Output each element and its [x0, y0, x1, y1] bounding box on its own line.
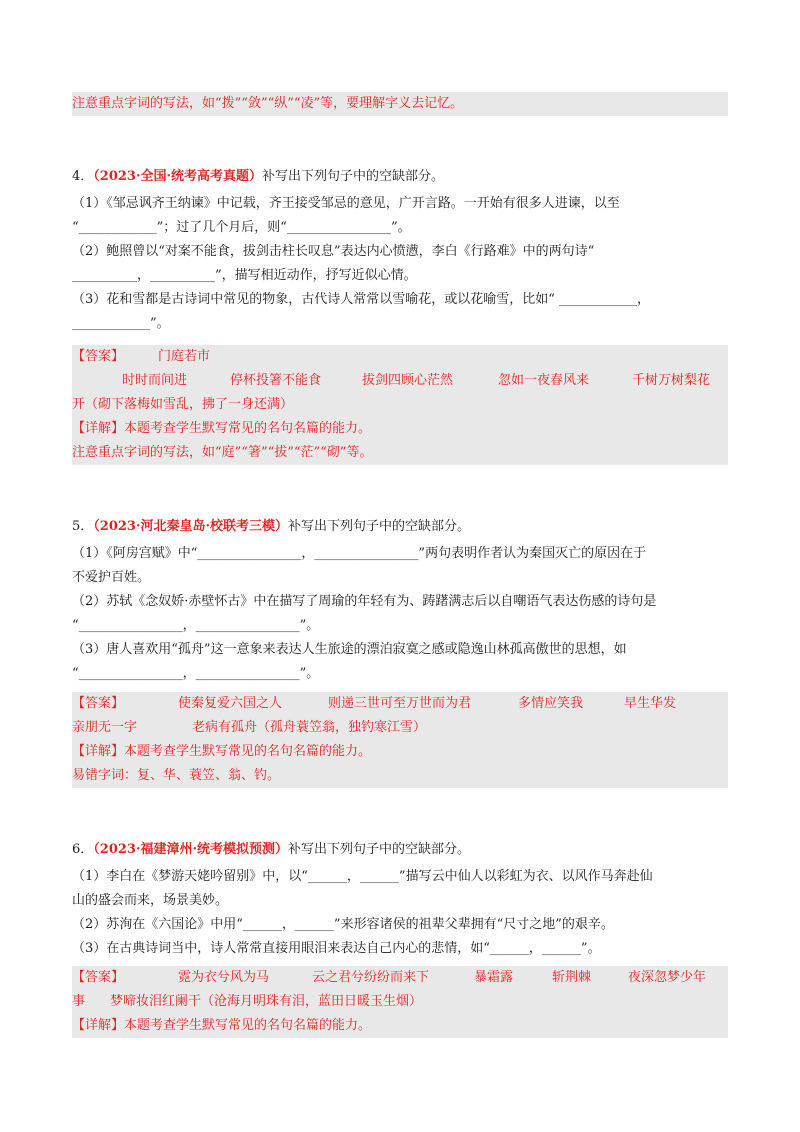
- answer-item: 云之君兮纷纷而来下: [312, 970, 430, 985]
- answer-note: 易错字词：复、华、蓑笠、翁、钓。: [72, 768, 281, 783]
- answer-detail: 【详解】本题考查学生默写常见的名句名篇的能力。: [72, 744, 372, 759]
- previous-note: 注意重点字词的写法，如“拨”“敛”“纵”“凌”等，要理解字义去记忆。: [72, 96, 464, 111]
- question-text-line: “________________，________________”。: [72, 618, 320, 633]
- question-source: （2023·全国·统考高考真题）: [93, 169, 263, 184]
- answer-label: 【答案】: [72, 349, 125, 364]
- question-4: [72, 165, 728, 336]
- answer-item: 门庭若市: [158, 349, 211, 364]
- answer-item: 多情应笑我: [518, 696, 584, 711]
- question-4-title: [72, 165, 728, 189]
- answer-item: 早生华发: [624, 696, 677, 711]
- answer-line: [72, 966, 728, 990]
- answer-label: 【答案】: [72, 696, 125, 711]
- question-5-title: [72, 515, 728, 539]
- answer-item: 梦啼妆泪红阑干（沧海月明珠有泪，蓝田日暖玉生烟）: [110, 994, 423, 1009]
- question-text-line: （1）李白在《梦游天姥吟留别》中，以“______，______”描写云中仙人以彩虹为衣、以风作马奔赴仙: [72, 869, 653, 884]
- question-text-line: 山的盛会而来，场景美妙。: [72, 893, 229, 908]
- answer-item: 夜深忽梦少年: [628, 970, 707, 985]
- question-6-title: [72, 838, 728, 862]
- question-prompt: 补写出下列句子中的空缺部分。: [288, 842, 471, 857]
- answer-item: 事: [72, 994, 86, 1009]
- answer-item: 停杯投箸不能食: [230, 373, 322, 388]
- answer-line: [72, 990, 728, 1014]
- answer-note: 注意重点字词的写法，如“庭”“箸”“拔”“茫”“砌”等。: [72, 445, 373, 460]
- question-6-answer-block: [72, 966, 728, 1038]
- question-text-line: （1）《邹忌讽齐王纳谏》中记载，齐王接受邹忌的意见，广开言路。一开始有很多人进谏，以至: [72, 196, 620, 211]
- question-text-line: （3）在古典诗词当中，诗人常常直接用眼泪来表达自己内心的悲情，如“______，______”。: [72, 941, 601, 956]
- question-6: [72, 838, 728, 961]
- question-text-line: “________________，________________”。: [72, 666, 320, 681]
- question-prompt: 补写出下列句子中的空缺部分。: [288, 519, 471, 534]
- answer-item: 使秦复爱六国之人: [178, 696, 283, 711]
- answer-line: [72, 345, 728, 369]
- question-5: [72, 515, 728, 686]
- question-text-line: ____________”。: [72, 316, 170, 331]
- question-5-answer-block: [72, 692, 728, 788]
- answer-line: 开（砌下落梅如雪乱，拂了一身还满）: [72, 397, 294, 412]
- answer-item: 老病有孤舟（孤舟蓑笠翁，独钓寒江雪）: [192, 720, 427, 735]
- question-text-line: __________，__________”，描写相近动作，抒写近似心情。: [72, 268, 417, 283]
- answer-detail: 【详解】本题考查学生默写常见的名句名篇的能力。: [72, 421, 372, 436]
- answer-item: 暴霜露: [474, 970, 514, 985]
- answer-label: 【答案】: [72, 970, 125, 985]
- question-text-line: （1）《阿房宫赋》中“________________，________________”两句表明作者认为秦国灭亡的原因在于: [72, 546, 647, 561]
- question-4-answer-block: [72, 345, 728, 465]
- answer-detail: 【详解】本题考查学生默写常见的名句名篇的能力。: [72, 1018, 372, 1033]
- answer-item: 斩荆棘: [552, 970, 592, 985]
- question-number: 4．: [72, 169, 94, 184]
- question-text-line: （2）苏洵在《六国论》中用“______，______”来形容诸侯的祖辈父辈拥有“尺寸之地”的艰辛。: [72, 917, 614, 932]
- question-text-line: （2）苏轼《念奴娇·赤壁怀古》中在描写了周瑜的年轻有为、踌躇满志后以自嘲语气表达伤感的诗句是: [72, 594, 657, 609]
- question-source: （2023·福建漳州·统考模拟预测）: [93, 842, 289, 857]
- question-text-line: “____________”；过了几个月后，则“________________”。: [72, 220, 411, 235]
- question-text-line: 不爱护百姓。: [72, 570, 151, 585]
- question-text-line: （3）花和雪都是古诗词中常见的物象，古代诗人常常以雪喻花，或以花喻雪，比如“ ____________，: [72, 292, 651, 307]
- answer-item: 拔剑四顾心茫然: [362, 373, 454, 388]
- answer-line: [72, 692, 728, 716]
- answer-item: 忽如一夜春风来: [498, 373, 590, 388]
- answer-item: 亲朋无一字: [72, 720, 138, 735]
- answer-item: 霓为衣兮风为马: [178, 970, 270, 985]
- answer-item: 千树万树梨花: [632, 373, 711, 388]
- question-prompt: 补写出下列句子中的空缺部分。: [262, 169, 445, 184]
- answer-item: 则递三世可至万世而为君: [328, 696, 472, 711]
- question-text-line: （2）鲍照曾以“对案不能食，拔剑击柱长叹息”表达内心愤懑，李白《行路难》中的两句诗“: [72, 244, 595, 259]
- question-source: （2023·河北秦皇岛·校联考三模）: [93, 519, 289, 534]
- answer-line: [72, 716, 728, 740]
- question-number: 6．: [72, 842, 94, 857]
- previous-answer-note-block: [72, 92, 728, 116]
- question-number: 5．: [72, 519, 94, 534]
- answer-line: [72, 369, 728, 393]
- answer-item: 时时而间进: [122, 373, 188, 388]
- question-text-line: （3）唐人喜欢用“孤舟”这一意象来表达人生旅途的漂泊寂寞之感或隐逸山林孤高傲世的思想，如: [72, 642, 627, 657]
